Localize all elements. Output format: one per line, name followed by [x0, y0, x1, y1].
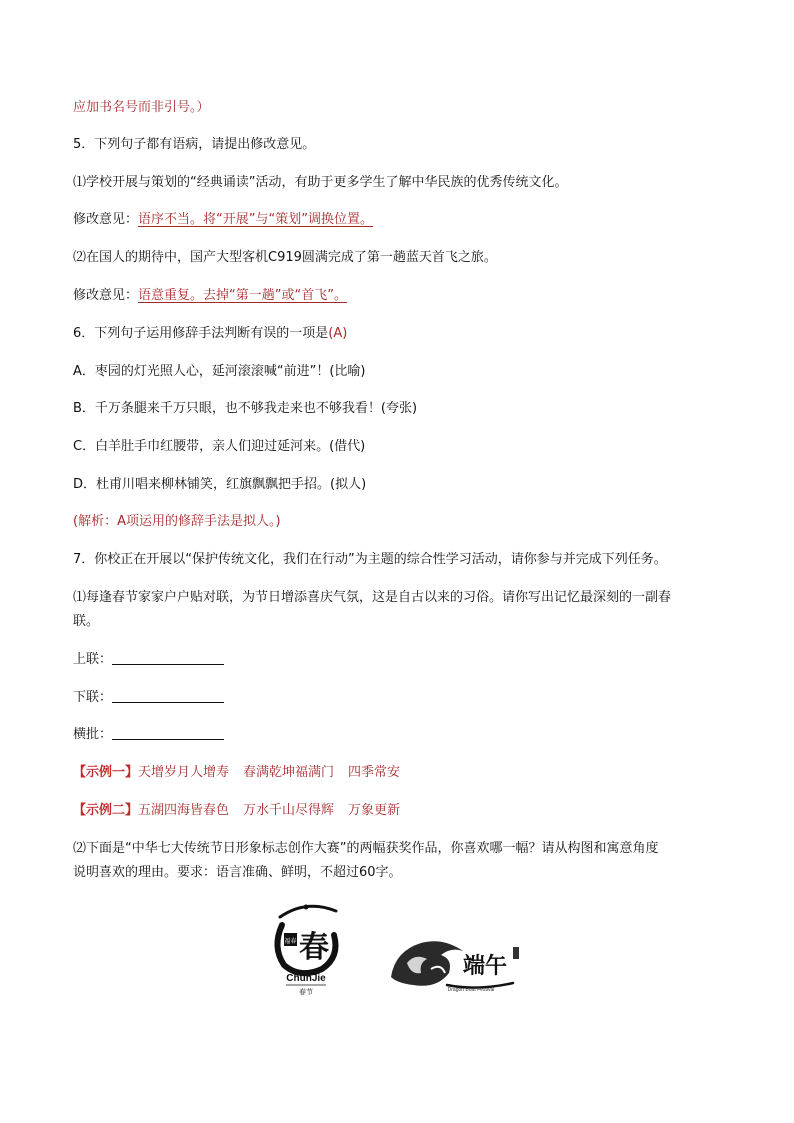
example-2-label: 【示例二】 [73, 803, 139, 818]
question-5-stem: 5．下列句子都有语病，请提出修改意见。 [73, 137, 316, 152]
answer-label: 修改意见： [73, 212, 139, 227]
upper-couplet-row [73, 651, 224, 669]
question-7-part-2-line-2: 说明喜欢的理由。要求：语言准确、鲜明，不超过60字。 [73, 865, 402, 880]
lower-couplet-row [73, 689, 224, 707]
question-7-part-1-line-1: ⑴每逢春节家家户户贴对联，为节日增添喜庆气氛，这是自古以来的习俗。请你写出记忆最深刻的一副春 [73, 590, 672, 605]
question-7-stem: 7．你校正在开展以“保护传统文化，我们在行动”为主题的综合性学习活动，请你参与并完成下列任务。 [73, 552, 667, 567]
answer-text: 语意重复。去掉“第一趟”或“首飞”。 [138, 288, 347, 303]
question-5-sentence-2: ⑵在国人的期待中，国产大型客机C919圆满完成了第一趟蓝天首飞之旅。 [73, 250, 497, 265]
example-2-lower: 万水千山尽得辉 [243, 803, 335, 818]
option-c: C．白羊肚手巾红腰带，亲人们迎过延河来。(借代) [73, 439, 366, 454]
example-1-label: 【示例一】 [73, 765, 139, 780]
example-1-lower: 春满乾坤福满门 [243, 765, 335, 780]
chunjie-char: 春 [299, 930, 329, 965]
upper-couplet-blank[interactable] [112, 651, 224, 665]
question-7-part-1-line-2: 联。 [73, 614, 100, 629]
answer-label: 修改意见： [73, 288, 139, 303]
option-a: A．枣园的灯光照人心，延河滚滚喊“前进”！(比喻) [73, 364, 366, 379]
example-1-horizontal: 四季常安 [348, 765, 401, 780]
lower-couplet-blank[interactable] [112, 689, 224, 703]
question-5-sentence-1: ⑴学校开展与策划的“经典诵读”活动，有助于更多学生了解中华民族的优秀传统文化。 [73, 175, 568, 190]
duanwu-en: Dragon Boat Festival [447, 987, 495, 993]
chunjie-cn: 春节 [299, 988, 313, 995]
example-2 [73, 802, 400, 820]
question-5-answer-1 [73, 211, 373, 229]
chunjie-seal: 福春 [284, 938, 297, 945]
question-6-analysis: (解析：A项运用的修辞手法是拟人。) [73, 514, 281, 529]
example-1-upper: 天增岁月人增寿 [138, 765, 230, 780]
lower-couplet-label: 下联： [73, 690, 113, 705]
question-6-stem [73, 325, 347, 343]
horizontal-scroll-label: 横批： [73, 727, 113, 742]
chunjie-en: ChunJie [286, 973, 326, 984]
question-6-text: 6．下列句子运用修辞手法判断有误的一项是 [73, 326, 329, 341]
example-2-horizontal: 万象更新 [348, 803, 401, 818]
example-1 [73, 764, 400, 782]
answer-text: 语序不当。将“开展”与“策划”调换位置。 [138, 212, 373, 227]
question-7-part-2-line-1: ⑵下面是“中华七大传统节日形象标志创作大赛”的两幅获奖作品，你喜欢哪一幅？请从构图和寓意角度 [73, 841, 659, 856]
horizontal-scroll-row [73, 726, 224, 744]
question-6-answer: (A) [328, 326, 348, 341]
horizontal-scroll-blank[interactable] [112, 726, 224, 740]
option-b: B．千万条腿来千万只眼，也不够我走来也不够我看！(夸张) [73, 401, 418, 416]
duanwu-char: 端午 [462, 953, 508, 979]
previous-note-tail: 应加书名号而非引号。） [73, 100, 210, 115]
duanwu-logo [387, 933, 527, 997]
example-2-upper: 五湖四海皆春色 [138, 803, 230, 818]
question-5-answer-2 [73, 287, 347, 305]
option-d: D．杜甫川唱来柳林铺笑，红旗飘飘把手招。(拟人) [73, 477, 367, 492]
upper-couplet-label: 上联： [73, 652, 113, 667]
chunjie-logo [266, 895, 350, 995]
